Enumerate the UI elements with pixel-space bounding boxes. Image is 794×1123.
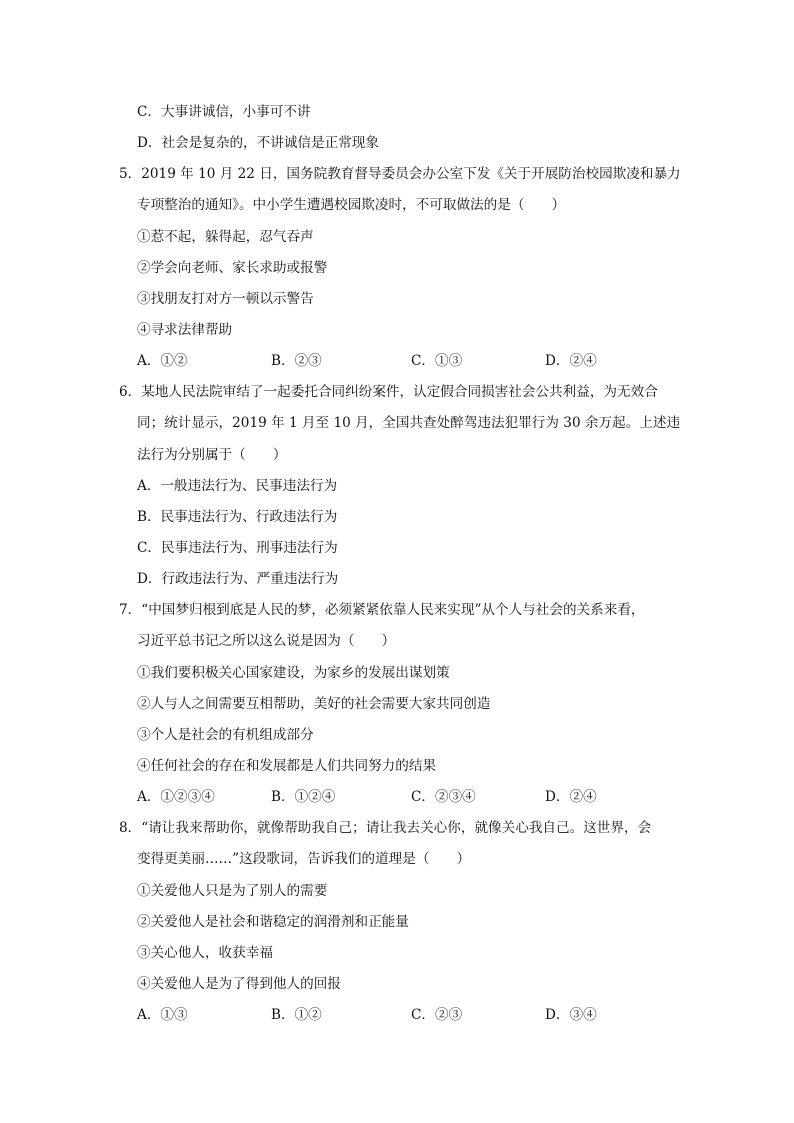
q8-options [137, 1006, 657, 1024]
q8-option-c: C．②③ [411, 1007, 463, 1023]
q7-stem-line-1: 7．“中国梦归根到底是人民的梦，必须紧紧依靠人民来实现”从个人与社会的关系来看， [119, 602, 645, 618]
q5-option-d: D．②④ [545, 353, 597, 369]
q4-option-d: D．社会是复杂的，不讲诚信是正常现象 [137, 135, 379, 151]
q7-options [137, 788, 657, 806]
q6-option-c: C．民事违法行为、刑事违法行为 [137, 540, 338, 556]
q7-option-c: C．②③④ [411, 789, 476, 805]
q7-stem-line-2: 习近平总书记之所以这么说是因为（ ） [137, 633, 396, 649]
q6-stem-line-1: 6．某地人民法院审结了一起委托合同纠纷案件，认定假合同损害社会公共利益，为无效合 [119, 384, 658, 400]
q5-option-a: A．①② [137, 353, 188, 369]
q5-stem-line-2: 专项整治的通知》。中小学生遭遇校园欺凌时，不可取做法的是（ ） [137, 197, 566, 213]
q5-stem-line-1: 5．2019 年 10 月 22 日，国务院教育督导委员会办公室下发《关于开展防治校园欺凌和暴力 [119, 166, 681, 182]
q8-statement-3: ③关心他人，收获幸福 [137, 945, 273, 961]
q7-option-d: D．②④ [545, 789, 597, 805]
q8-statement-1: ①关爱他人只是为了别人的需要 [137, 883, 328, 899]
q5-statement-2: ②学会向老师、家长求助或报警 [137, 260, 328, 276]
q5-statement-1: ①惹不起，躲得起，忍气吞声 [137, 229, 314, 245]
q6-option-a: A．一般违法行为、民事违法行为 [137, 478, 338, 494]
q8-option-d: D．③④ [545, 1007, 597, 1023]
q7-statement-2: ②人与人之间需要互相帮助，美好的社会需要大家共同创造 [137, 696, 491, 712]
q5-option-c: C．①③ [411, 353, 463, 369]
q6-stem-line-2: 同；统计显示，2019 年 1 月至 10 月，全国共查处醉驾违法犯罪行为 30 余万起。上述违 [137, 415, 681, 431]
q5-statement-3: ③找朋友打对方一顿以示警告 [137, 291, 314, 307]
q7-statement-1: ①我们要积极关心国家建设，为家乡的发展出谋划策 [137, 665, 450, 681]
q7-option-a: A．①②③④ [137, 789, 215, 805]
q8-option-b: B．①② [271, 1007, 322, 1023]
q7-statement-3: ③个人是社会的有机组成部分 [137, 727, 314, 743]
q4-option-c: C．大事讲诚信，小事可不讲 [137, 104, 311, 120]
q7-option-b: B．①②④ [271, 789, 336, 805]
q8-statement-4: ④关爱他人是为了得到他人的回报 [137, 976, 341, 992]
q5-option-b: B．②③ [271, 353, 322, 369]
q6-stem-line-3: 法行为分别属于（ ） [137, 447, 287, 463]
q5-statement-4: ④寻求法律帮助 [137, 322, 233, 338]
q8-option-a: A．①③ [137, 1007, 188, 1023]
q6-option-b: B．民事违法行为、行政违法行为 [137, 509, 338, 525]
q8-stem-line-1: 8．“请让我来帮助你，就像帮助我自己；请让我去关心你，就像关心我自己。这世界，会 [119, 820, 652, 836]
q7-statement-4: ④任何社会的存在和发展都是人们共同努力的结果 [137, 758, 437, 774]
q6-option-d: D．行政违法行为、严重违法行为 [137, 571, 339, 587]
q5-options [137, 352, 657, 370]
q8-statement-2: ②关爱他人是社会和谐稳定的润滑剂和正能量 [137, 914, 409, 930]
q8-stem-line-2: 变得更美丽……”这段歌词，告诉我们的道理是（ ） [137, 851, 471, 867]
